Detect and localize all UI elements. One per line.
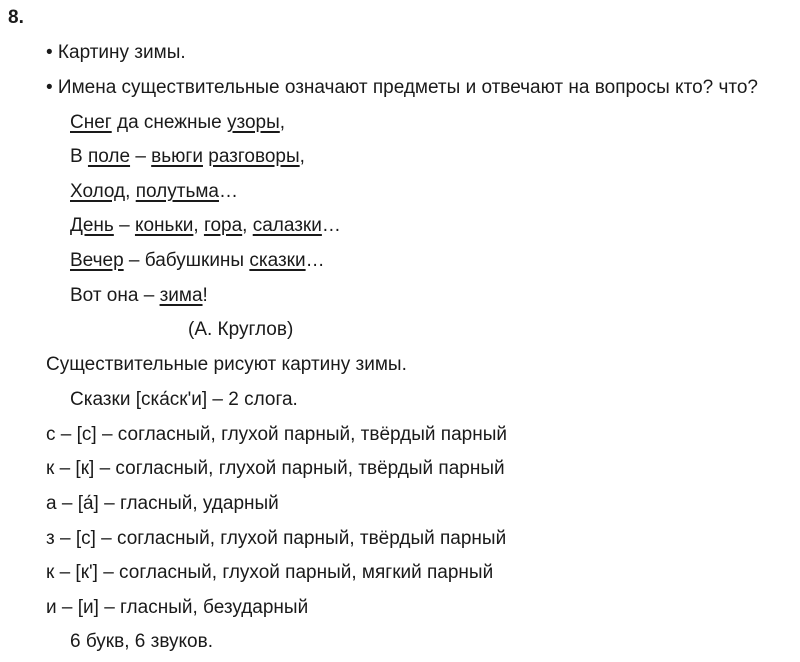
poem-line-3 [70, 180, 238, 204]
analysis-row: к – [к'] – согласный, глухой парный, мягкий парный [46, 562, 494, 583]
poem-line-1 [70, 111, 285, 135]
conclusion: Существительные рисуют картину зимы. [46, 354, 407, 375]
analysis-summary: 6 букв, 6 звуков. [70, 631, 213, 652]
poem-text: , [299, 146, 305, 167]
analysis-row: з – [с] – согласный, глухой парный, твёрдый парный [46, 528, 507, 549]
poem-text: … [321, 215, 341, 236]
analysis-row: и – [и] – гласный, безударный [46, 597, 309, 618]
bullet-1: • Картину зимы. [46, 42, 186, 63]
poem-text: , [125, 181, 136, 202]
poem-noun: Снег [70, 112, 112, 133]
poem-author: (А. Круглов) [188, 319, 294, 340]
poem-noun: вьюги [151, 146, 203, 167]
poem-noun: День [70, 215, 114, 236]
bullet-2: • Имена существительные означают предметы и отвечают на вопросы кто? что? [46, 77, 758, 98]
poem-text: , [193, 215, 204, 236]
poem-text: Вот она – [70, 285, 160, 306]
poem-text: … [218, 181, 238, 202]
poem-text: – [130, 146, 152, 167]
analysis-heading: Сказки [ска́ск'и] – 2 слога. [70, 389, 298, 410]
poem-text: ! [202, 285, 208, 306]
poem-noun: поле [87, 146, 131, 167]
analysis-row: с – [с] – согласный, глухой парный, твёрдый парный [46, 424, 507, 445]
poem-noun: коньки [134, 215, 194, 236]
poem-noun: Холод [70, 181, 126, 202]
analysis-row: а – [а́] – гласный, ударный [46, 493, 279, 514]
poem-text: – [113, 215, 135, 236]
poem-noun: салазки [252, 215, 322, 236]
task-number: 8. [8, 7, 24, 28]
poem-line-2 [70, 145, 305, 169]
poem-text: … [305, 250, 325, 271]
poem-line-5 [70, 249, 325, 273]
poem-noun: зима [159, 285, 203, 306]
poem-text: , [242, 215, 253, 236]
poem-noun: сказки [249, 250, 306, 271]
poem-noun: узоры [226, 112, 280, 133]
poem-text: – бабушкины [123, 250, 250, 271]
poem-noun: разговоры [208, 146, 300, 167]
poem-line-4 [70, 214, 341, 238]
poem-text: В [70, 146, 88, 167]
poem-noun: полутьма [135, 181, 219, 202]
poem-text: , [279, 112, 286, 133]
poem-noun: Вечер [70, 250, 124, 271]
poem-text: да снежные [111, 112, 227, 133]
analysis-row: к – [к] – согласный, глухой парный, твёрдый парный [46, 458, 505, 479]
poem-line-6 [70, 284, 208, 308]
poem-noun: гора [203, 215, 243, 236]
